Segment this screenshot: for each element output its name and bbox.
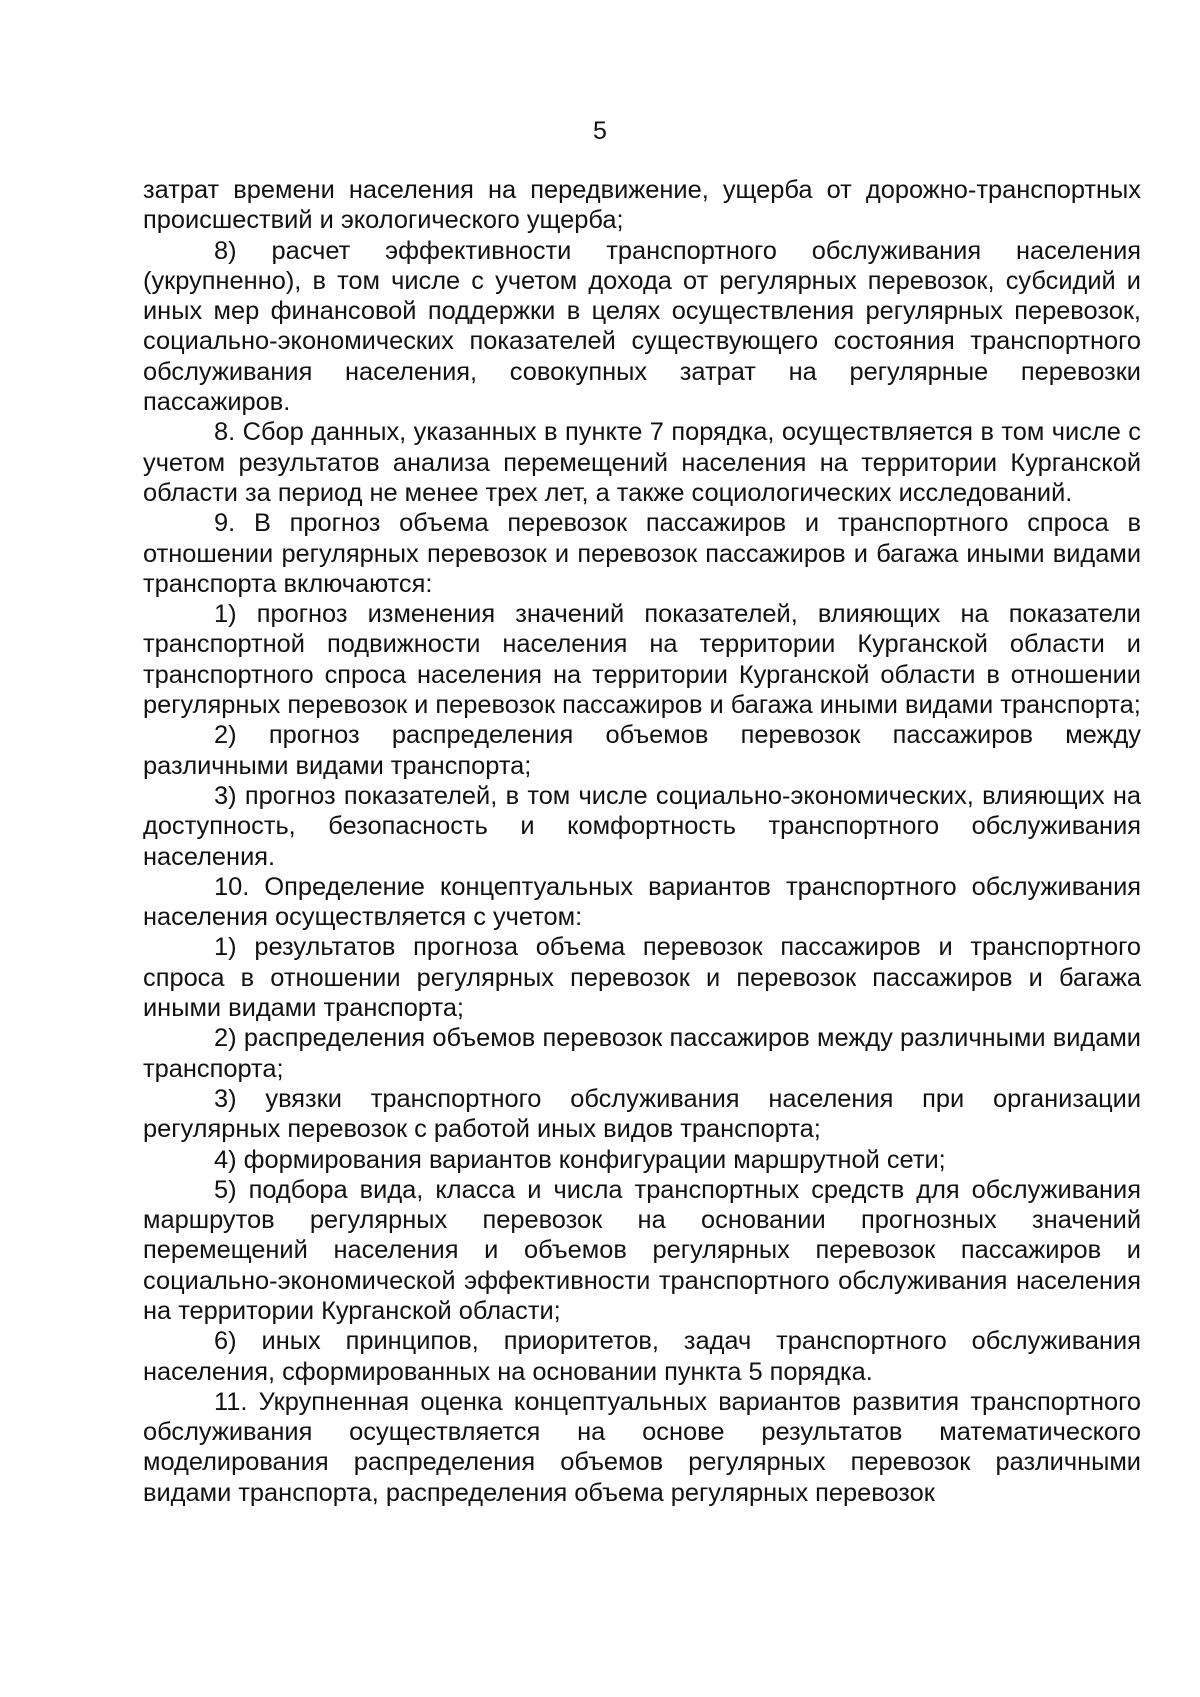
- paragraph-clause-9-item-2: 2) прогноз распределения объемов перевозок пассажиров между различными видами транспорта;: [143, 721, 1141, 780]
- paragraph-clause-10-item-1: 1) результатов прогноза объема перевозок пассажиров и транспортного спроса в отношении регулярных перевозок и перевозок пассажиров и багажа иными видами транспорта;: [143, 933, 1141, 1023]
- paragraph-item-8-calculation: 8) расчет эффективности транспортного обслуживания населения (укрупненно), в том числе с учетом дохода от регулярных перевозок, субсидий и иных мер финансовой поддержки в целях осуществления регулярных перевозок, социально-экономических показателей существующего состояния транспортного обслуживания населения, совокупных затрат на регулярные перевозки пассажиров.: [143, 236, 1141, 417]
- paragraph-continuation: затрат времени населения на передвижение, ущерба от дорожно-транспортных происшествий и экологического ущерба;: [143, 176, 1141, 235]
- paragraph-clause-10-item-5: 5) подбора вида, класса и числа транспортных средств для обслуживания маршрутов регулярных перевозок на основании прогнозных значений перемещений населения и объемов регулярных перевозок пассажиров и социально-экономической эффективности транспортного обслуживания населения на территории Курганской области;: [143, 1175, 1141, 1325]
- paragraph-clause-10-item-2: 2) распределения объемов перевозок пассажиров между различными видами транспорта;: [143, 1024, 1141, 1083]
- paragraph-clause-10-item-3: 3) увязки транспортного обслуживания населения при организации регулярных перевозок с работой иных видов транспорта;: [143, 1084, 1141, 1144]
- paragraph-clause-10-item-6: 6) иных принципов, приоритетов, задач транспортного обслуживания населения, сформированных на основании пункта 5 порядка.: [143, 1327, 1141, 1386]
- paragraph-clause-11: 11. Укрупненная оценка концептуальных вариантов развития транспортного обслуживания осуществляется на основе результатов математического моделирования распределения объемов регулярных перевозок различными видами транспорта, распределения объема регулярных перевозок: [143, 1387, 1141, 1507]
- document-body: [143, 175, 1141, 1508]
- paragraph-clause-9: 9. В прогноз объема перевозок пассажиров и транспортного спроса в отношении регулярных перевозок и перевозок пассажиров и багажа иными видами транспорта включаются:: [143, 509, 1141, 598]
- page-number: 5: [593, 117, 607, 145]
- paragraph-clause-10-item-4: 4) формирования вариантов конфигурации маршрутной сети;: [214, 1145, 946, 1174]
- paragraph-clause-10: 10. Определение концептуальных вариантов транспортного обслуживания населения осуществляется с учетом:: [143, 872, 1141, 932]
- paragraph-clause-9-item-3: 3) прогноз показателей, в том числе социально-экономических, влияющих на доступность, безопасность и комфортность транспортного обслуживания населения.: [143, 781, 1141, 871]
- paragraph-clause-8: 8. Сбор данных, указанных в пункте 7 порядка, осуществляется в том числе с учетом результатов анализа перемещений населения на территории Курганской области за период не менее трех лет, а также социологических исследований.: [143, 418, 1141, 507]
- paragraph-clause-9-item-1: 1) прогноз изменения значений показателей, влияющих на показатели транспортной подвижности населения на территории Курганской области и транспортного спроса населения на территории Курганской области в отношении регулярных перевозок и перевозок пассажиров и багажа иными видами транспорта;: [143, 600, 1141, 720]
